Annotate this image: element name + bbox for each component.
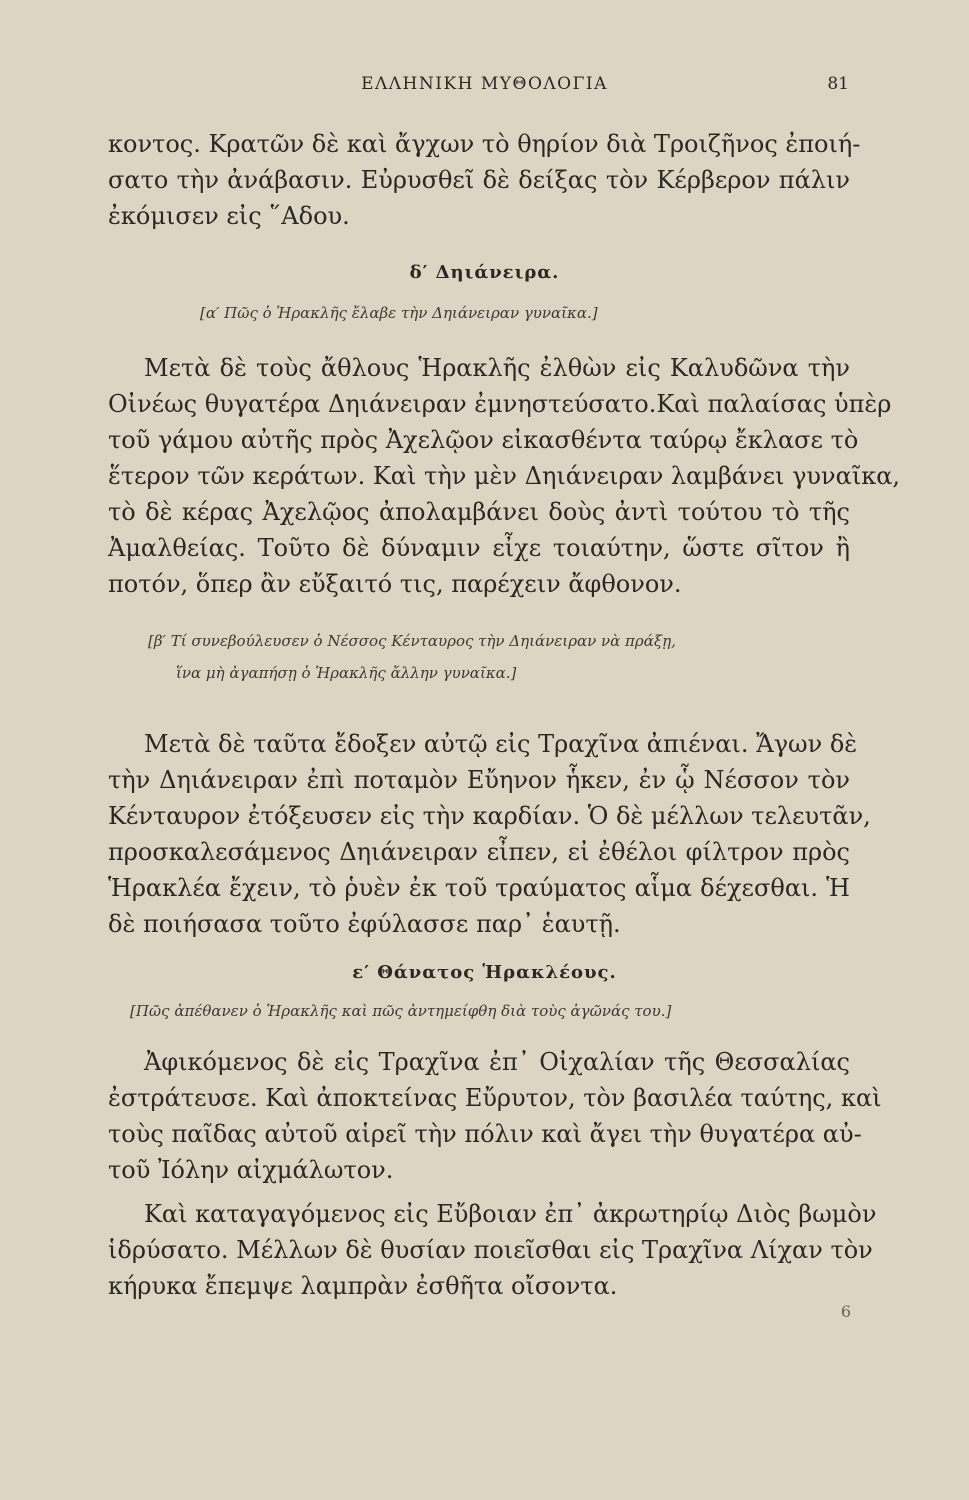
running-header [0,70,969,110]
paragraph [108,1196,877,1304]
section-summary: [β′ Τί συνεβούλευσεν ὁ Νέσσος Κένταυρος τὴν Δηιάνειραν νὰ πράξῃ, [148,632,676,650]
text-line: ποτόν, ὅπερ ἂν εὔξαιτό τις, παρέχειν ἄφθονον. [108,570,682,598]
text-line: Κένταυρον ἐτόξευσεν εἰς τὴν καρδίαν. Ὁ δὲ μέλλων τελευτᾶν, [108,802,871,830]
text-line: Οἰνέως θυγατέρα Δηιάνειραν ἐμνηστεύσατο.Καὶ παλαίσας ὑπὲρ [108,390,892,418]
running-title: ΕΛΛΗΝΙΚΗ ΜΥΘΟΛΟΓΙΑ [361,74,608,94]
text-line: σατο τὴν ἀνάβασιν. Εὐρυσθεῖ δὲ δείξας τὸν Κέρβερον πάλιν [108,166,850,194]
text-line: κήρυκα ἔπεμψε λαμπρὰν ἐσθῆτα οἴσοντα. [108,1272,618,1300]
text-line: ἐκόμισεν εἰς ῞Αδου. [108,202,350,230]
text-line: Ἀφικόμενος δὲ εἰς Τραχῖνα ἐπ᾿ Οἰχαλίαν τῆς Θεσσαλίας [144,1048,850,1076]
text-line: ἐστράτευσε. Καὶ ἀποκτείνας Εὔρυτον, τὸν βασιλέα ταύτης, καὶ [108,1084,882,1112]
text-line: τοὺς παῖδας αὐτοῦ αἱρεῖ τὴν πόλιν καὶ ἄγει τὴν θυγατέρα αὐ- [108,1120,862,1148]
text-line: ἱδρύσατο. Μέλλων δὲ θυσίαν ποιεῖσθαι εἰς Τραχῖνα Λίχαν τὸν [108,1236,873,1264]
section-title-death-of-heracles: ε′ Θάνατος Ἡρακλέους. [352,962,617,983]
intro-paragraph [108,126,861,234]
text-line: ἕτερον τῶν κεράτων. Καὶ τὴν μὲν Δηιάνειραν λαμβάνει γυναῖκα, [108,462,901,490]
section-summary: ἵνα μὴ ἀγαπήσῃ ὁ Ἡρακλῆς ἄλλην γυναῖκα.] [176,664,517,682]
text-line: τὸ δὲ κέρας Ἀχελῷος ἀπολαμβάνει δοὺς ἀντὶ τούτου τὸ τῆς [108,498,850,526]
text-line: τοῦ γάμου αὐτῆς πρὸς Ἀχελῷον εἰκασθέντα ταύρῳ ἔκλασε τὸ [108,426,859,454]
text-line: δὲ ποιήσασα τοῦτο ἐφύλασσε παρ᾿ ἑαυτῇ. [108,910,621,938]
text-line: κοντος. Κρατῶν δὲ καὶ ἄγχων τὸ θηρίον διὰ Τροιζῆνος ἐποιή- [108,130,861,158]
section-title-deianeira: δ′ Δηιάνειρα. [409,262,560,283]
text-line: Καὶ καταγαγόμενος εἰς Εὔβοιαν ἐπ᾿ ἀκρωτηρίῳ Διὸς βωμὸν [144,1200,877,1228]
text-line: προσκαλεσάμενος Δηιάνειραν εἶπεν, εἰ ἐθέλοι φίλτρον πρὸς [108,838,850,866]
text-line: τοῦ Ἰόλην αἰχμάλωτον. [108,1156,394,1184]
text-line: τὴν Δηιάνειραν ἐπὶ ποταμὸν Εὔηνον ἧκεν, ἐν ᾧ Νέσσον τὸν [108,766,850,794]
paragraph [108,1044,882,1188]
text-line: Ἡρακλέα ἔχειν, τὸ ῥυὲν ἐκ τοῦ τραύματος αἷμα δέχεσθαι. Ἡ [108,874,850,902]
page-number: 81 [827,74,849,94]
text-line: Μετὰ δὲ ταῦτα ἔδοξεν αὐτῷ εἰς Τραχῖνα ἀπιέναι. Ἄγων δὲ [144,730,858,758]
section-summary: [α′ Πῶς ὁ Ἡρακλῆς ἔλαβε τὴν Δηιάνειραν γυναῖκα.] [200,304,598,322]
paragraph [108,350,901,602]
text-line: Μετὰ δὲ τοὺς ἄθλους Ἡρακλῆς ἐλθὼν εἰς Καλυδῶνα τὴν [144,354,850,382]
section-summary: [Πῶς ἀπέθανεν ὁ Ἡρακλῆς καὶ πῶς ἀντημείφθη διὰ τοὺς ἀγῶνάς του.] [130,1002,672,1020]
paragraph [108,726,871,942]
signature-mark: 6 [840,1302,851,1321]
text-line: Ἀμαλθείας. Τοῦτο δὲ δύναμιν εἶχε τοιαύτην, ὥστε σῖτον ἢ [108,534,850,562]
